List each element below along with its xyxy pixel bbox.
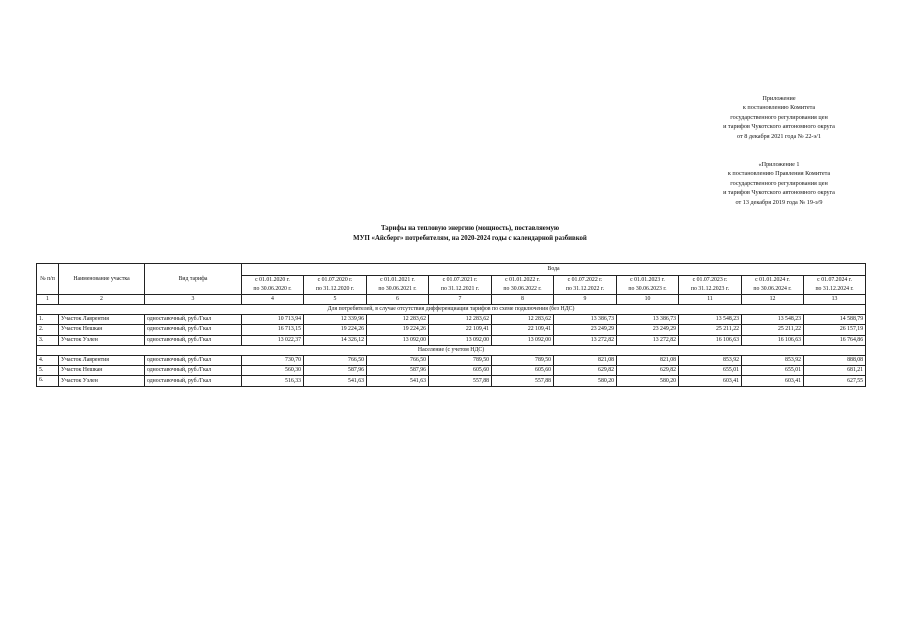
appendix-line: государственного регулирования цен [730, 179, 828, 187]
column-number-row [37, 295, 866, 305]
tariff-value: 605,60 [492, 366, 554, 376]
tariff-value: 13 092,00 [492, 335, 554, 345]
section-title: Для потребителей, в случае отсутствия дифференциации тарифов по схеме подключения (без НДС) [37, 305, 866, 315]
appendix-line: государственного регулирования цен [730, 113, 828, 121]
period-line: с 01.07.2020 г. [317, 277, 353, 283]
period-line: по 30.06.2022 г. [503, 286, 542, 292]
row-tariff-type: одноставочный, руб./Гкал [145, 366, 242, 376]
period-line: с 01.01.2021 г. [380, 277, 415, 283]
tariff-value: 557,88 [492, 376, 554, 386]
tariff-value: 655,01 [679, 366, 742, 376]
tariff-value: 13 548,23 [742, 315, 804, 325]
tariff-value: 13 548,23 [679, 315, 742, 325]
period-header [804, 276, 866, 295]
column-number: 2 [59, 295, 145, 305]
section-row [37, 345, 866, 355]
appendix-line: Приложение [762, 95, 796, 102]
column-number: 13 [804, 295, 866, 305]
tariff-value: 629,82 [617, 366, 679, 376]
row-site-name: Участок Нешкан [59, 325, 145, 335]
appendix-line: к постановлению Комитета [742, 104, 816, 112]
period-line: по 30.06.2021 г. [378, 286, 417, 292]
tariff-table [36, 263, 866, 387]
appendix-line: от 8 декабря 2021 года № 22-э/1 [737, 132, 821, 140]
table-row [37, 376, 866, 386]
title-line: Тарифы на тепловую энергию (мощность), поставляемую [380, 225, 560, 232]
period-header [742, 276, 804, 295]
period-line: с 01.01.2023 г. [630, 277, 665, 283]
column-number: 4 [242, 295, 304, 305]
period-header [304, 276, 367, 295]
tariff-value: 14 326,12 [304, 335, 367, 345]
tariff-value: 541,63 [304, 376, 367, 386]
period-line: с 01.01.2022 г. [505, 277, 540, 283]
tariff-value: 681,21 [804, 366, 866, 376]
tariff-value: 766,50 [367, 355, 429, 365]
appendix-line: и тарифов Чукотского автономного округа [723, 123, 835, 131]
row-number: 4. [37, 355, 59, 365]
tariff-value: 766,50 [304, 355, 367, 365]
row-number: 5. [37, 366, 59, 376]
tariff-value: 12 283,62 [367, 315, 429, 325]
tariff-value: 853,92 [679, 355, 742, 365]
row-number: 3. [37, 335, 59, 345]
tariff-value: 13 092,00 [429, 335, 492, 345]
row-site-name: Участок Уэлен [59, 335, 145, 345]
row-site-name: Участок Лаврентия [59, 355, 145, 365]
column-number: 7 [429, 295, 492, 305]
column-number: 10 [617, 295, 679, 305]
period-line: по 31.12.2023 г. [690, 286, 730, 292]
tariff-value: 19 224,26 [304, 325, 367, 335]
tariff-value: 12 283,62 [492, 315, 554, 325]
tariff-value: 853,92 [742, 355, 804, 365]
period-header [554, 276, 617, 295]
tariff-value: 13 272,82 [617, 335, 679, 345]
column-number: 3 [145, 295, 242, 305]
tariff-value: 587,96 [304, 366, 367, 376]
tariff-value: 14 588,79 [804, 315, 866, 325]
tariff-value: 789,50 [429, 355, 492, 365]
period-line: с 01.07.2022 г. [567, 277, 603, 283]
period-line: по 31.12.2024 г. [815, 286, 854, 292]
section-row [37, 305, 866, 315]
header-number: № п/п [37, 264, 59, 295]
tariff-value: 19 224,26 [367, 325, 429, 335]
row-tariff-type: одноставочный, руб./Гкал [145, 335, 242, 345]
period-line: с 01.01.2024 г. [755, 277, 790, 283]
row-tariff-type: одноставочный, руб./Гкал [145, 325, 242, 335]
tariff-value: 16 713,15 [242, 325, 304, 335]
tariff-value: 23 249,29 [554, 325, 617, 335]
tariff-value: 655,01 [742, 366, 804, 376]
period-line: с 01.01.2020 г. [255, 277, 290, 283]
period-header [617, 276, 679, 295]
tariff-value: 587,96 [367, 366, 429, 376]
section-title: Население (с учетом НДС) [37, 345, 866, 355]
tariff-value: 22 109,41 [492, 325, 554, 335]
tariff-value: 25 211,22 [742, 325, 804, 335]
column-number: 1 [37, 295, 59, 305]
tariff-value: 26 157,19 [804, 325, 866, 335]
tariff-value: 16 106,63 [742, 335, 804, 345]
row-site-name: Участок Уэлен [59, 376, 145, 386]
row-number: 1. [37, 315, 59, 325]
title-line: МУП «Айсберг» потребителям, на 2020-2024 годы с календарной разбивкой [353, 234, 587, 242]
tariff-value: 730,70 [242, 355, 304, 365]
tariff-value: 516,33 [242, 376, 304, 386]
tariff-value: 13 092,00 [367, 335, 429, 345]
column-number: 5 [304, 295, 367, 305]
column-number: 9 [554, 295, 617, 305]
tariff-value: 13 022,37 [242, 335, 304, 345]
period-header [492, 276, 554, 295]
header-tariff-type: Вид тарифа [145, 264, 242, 295]
tariff-value: 821,08 [554, 355, 617, 365]
period-line: по 30.06.2023 г. [628, 286, 667, 292]
tariff-value: 627,55 [804, 376, 866, 386]
period-line: с 01.07.2021 г. [442, 277, 478, 283]
tariff-value: 888,08 [804, 355, 866, 365]
tariff-value: 629,82 [554, 366, 617, 376]
tariff-value: 16 764,86 [804, 335, 866, 345]
period-line: с 01.07.2024 г. [817, 277, 852, 283]
tariff-value: 10 713,94 [242, 315, 304, 325]
appendix-line: «Приложение 1 [758, 161, 800, 168]
tariff-value: 13 272,82 [554, 335, 617, 345]
appendix-line: к постановлению Правления Комитета [727, 170, 831, 178]
tariff-value: 560,30 [242, 366, 304, 376]
tariff-value: 580,20 [617, 376, 679, 386]
tariff-value: 16 106,63 [679, 335, 742, 345]
table-row [37, 366, 866, 376]
tariff-value: 23 249,29 [617, 325, 679, 335]
table-row [37, 335, 866, 345]
column-number: 11 [679, 295, 742, 305]
tariff-value: 13 386,73 [554, 315, 617, 325]
period-line: по 30.06.2024 г. [753, 286, 792, 292]
header-name: Наименование участка [59, 264, 145, 295]
tariff-value: 541,63 [367, 376, 429, 386]
tariff-value: 12 283,62 [429, 315, 492, 325]
row-site-name: Участок Лаврентия [59, 315, 145, 325]
header-group-water: Вода [242, 264, 866, 276]
period-line: по 31.12.2022 г. [565, 286, 605, 292]
tariff-value: 580,20 [554, 376, 617, 386]
appendix-line: и тарифов Чукотского автономного округа [723, 189, 835, 197]
period-line: по 31.12.2021 г. [440, 286, 480, 292]
row-site-name: Участок Нешкан [59, 366, 145, 376]
row-tariff-type: одноставочный, руб./Гкал [145, 315, 242, 325]
period-line: по 30.06.2020 г. [253, 286, 292, 292]
tariff-value: 605,60 [429, 366, 492, 376]
column-number: 8 [492, 295, 554, 305]
period-line: по 31.12.2020 г. [315, 286, 355, 292]
header-row [37, 264, 866, 276]
table-body [37, 305, 866, 387]
appendix-block-current [688, 94, 870, 141]
document-title [220, 224, 720, 243]
table-row [37, 315, 866, 325]
appendix-block-original [688, 160, 870, 207]
table-row [37, 325, 866, 335]
tariff-value: 25 211,22 [679, 325, 742, 335]
period-header [242, 276, 304, 295]
row-number: 6. [37, 376, 59, 386]
tariff-value: 821,08 [617, 355, 679, 365]
tariff-value: 13 386,73 [617, 315, 679, 325]
tariff-value: 603,41 [679, 376, 742, 386]
column-number: 6 [367, 295, 429, 305]
row-tariff-type: одноставочный, руб./Гкал [145, 376, 242, 386]
row-tariff-type: одноставочный, руб./Гкал [145, 355, 242, 365]
tariff-value: 22 109,41 [429, 325, 492, 335]
period-header [679, 276, 742, 295]
period-line: с 01.07.2023 г. [692, 277, 728, 283]
table-row [37, 355, 866, 365]
period-header [367, 276, 429, 295]
row-number: 2. [37, 325, 59, 335]
tariff-value: 789,50 [492, 355, 554, 365]
column-number: 12 [742, 295, 804, 305]
period-header [429, 276, 492, 295]
tariff-value: 603,41 [742, 376, 804, 386]
appendix-line: от 13 декабря 2019 года № 19-э/9 [735, 198, 823, 206]
tariff-value: 12 339,96 [304, 315, 367, 325]
tariff-value: 557,88 [429, 376, 492, 386]
